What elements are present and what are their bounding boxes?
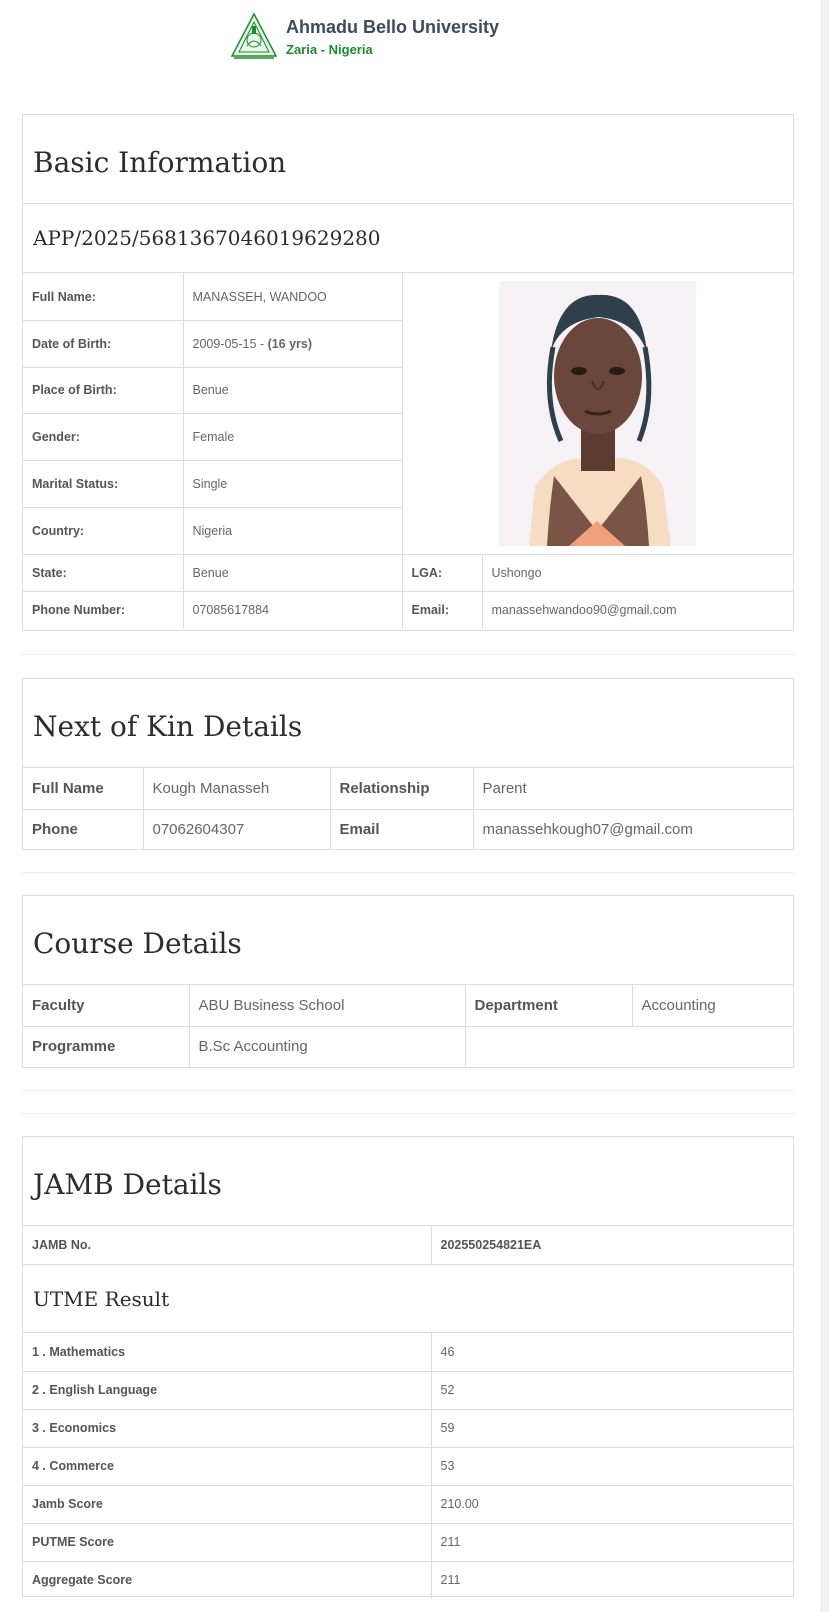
course-details-card [22, 895, 794, 1068]
table-row [23, 1447, 793, 1485]
dob-date: 2009-05-15 - [192, 336, 268, 351]
place-of-birth-label: Place of Birth: [23, 367, 183, 414]
next-of-kin-title: Next of Kin Details [23, 679, 793, 768]
kin-relationship-label: Relationship [330, 768, 473, 809]
faculty-value: ABU Business School [189, 985, 465, 1026]
subject-score: 46 [431, 1333, 793, 1371]
basic-information-table [23, 273, 793, 629]
faculty-label: Faculty [23, 985, 189, 1026]
jamb-no-value: 202550254821EA [431, 1226, 793, 1264]
phone-label: Phone Number: [23, 592, 183, 629]
subject-label: 3 . Economics [23, 1409, 431, 1447]
table-row [23, 1333, 793, 1371]
state-label: State: [23, 555, 183, 592]
putme-score-value: 211 [431, 1523, 793, 1561]
subject-label: 1 . Mathematics [23, 1333, 431, 1371]
course-details-table [23, 985, 793, 1067]
email-value: manassehwandoo90@gmail.com [482, 592, 793, 629]
place-of-birth-value: Benue [183, 367, 402, 414]
subject-label: 4 . Commerce [23, 1447, 431, 1485]
country-label: Country: [23, 508, 183, 555]
jamb-score-label: Jamb Score [23, 1485, 431, 1523]
section-divider [22, 1090, 794, 1091]
subject-score: 52 [431, 1371, 793, 1409]
jamb-no-label: JAMB No. [23, 1226, 431, 1264]
next-of-kin-table [23, 768, 793, 850]
lga-label: LGA: [402, 555, 482, 592]
aggregate-score-value: 211 [431, 1561, 793, 1599]
empty-cell [465, 1026, 793, 1067]
jamb-details-card [22, 1136, 794, 1597]
kin-email-label: Email [330, 809, 473, 850]
country-value: Nigeria [183, 508, 402, 555]
utme-result-title: UTME Result [23, 1264, 793, 1333]
table-row [23, 555, 793, 592]
marital-status-value: Single [183, 460, 402, 508]
table-row [23, 592, 793, 629]
table-row [23, 1561, 793, 1599]
putme-score-label: PUTME Score [23, 1523, 431, 1561]
basic-information-title: Basic Information [23, 115, 793, 204]
applicant-photo [499, 281, 696, 546]
dob-label: Date of Birth: [23, 321, 183, 368]
kin-fullname-value: Kough Manasseh [143, 768, 330, 809]
aggregate-score-label: Aggregate Score [23, 1561, 431, 1599]
subject-label: 2 . English Language [23, 1371, 431, 1409]
programme-label: Programme [23, 1026, 189, 1067]
table-row [23, 1026, 793, 1067]
next-of-kin-card [22, 678, 794, 850]
email-label: Email: [402, 592, 482, 629]
subject-score: 59 [431, 1409, 793, 1447]
university-logo [230, 12, 278, 60]
phone-value: 07085617884 [183, 592, 402, 629]
section-divider [22, 654, 794, 655]
gender-label: Gender: [23, 414, 183, 461]
table-row [23, 273, 793, 321]
table-row [23, 1485, 793, 1523]
kin-relationship-value: Parent [473, 768, 793, 809]
basic-information-card [22, 114, 794, 631]
section-divider [22, 872, 794, 873]
age: (16 yrs) [267, 336, 313, 351]
university-location: Zaria - Nigeria [286, 41, 373, 57]
jamb-details-title: JAMB Details [23, 1137, 793, 1226]
kin-email-value: manassehkough07@gmail.com [473, 809, 793, 850]
programme-value: B.Sc Accounting [189, 1026, 465, 1067]
full-name-value: MANASSEH, WANDOO [183, 273, 402, 321]
gender-value: Female [183, 414, 402, 461]
jamb-score-value: 210.00 [431, 1485, 793, 1523]
marital-status-label: Marital Status: [23, 460, 183, 508]
kin-fullname-label: Full Name [23, 768, 143, 809]
kin-phone-value: 07062604307 [143, 809, 330, 850]
table-row [23, 1226, 793, 1264]
course-details-title: Course Details [23, 896, 793, 985]
page-scrollbar[interactable] [821, 0, 829, 1612]
dob-value [183, 321, 402, 368]
table-row [23, 985, 793, 1026]
kin-phone-label: Phone [23, 809, 143, 850]
table-row [23, 809, 793, 850]
table-row [23, 1409, 793, 1447]
department-label: Department [465, 985, 632, 1026]
section-divider [22, 1113, 794, 1114]
jamb-number-table [23, 1226, 793, 1264]
photo-cell [402, 273, 793, 555]
utme-result-table [23, 1333, 793, 1599]
university-name: Ahmadu Bello University [286, 16, 500, 37]
full-name-label: Full Name: [23, 273, 183, 321]
table-row [23, 768, 793, 809]
state-value: Benue [183, 555, 402, 592]
subject-score: 53 [431, 1447, 793, 1485]
table-row [23, 1371, 793, 1409]
application-number: APP/2025/5681367046019629280 [23, 204, 793, 273]
university-header [230, 12, 499, 60]
department-value: Accounting [632, 985, 793, 1026]
table-row [23, 1523, 793, 1561]
lga-value: Ushongo [482, 555, 793, 592]
